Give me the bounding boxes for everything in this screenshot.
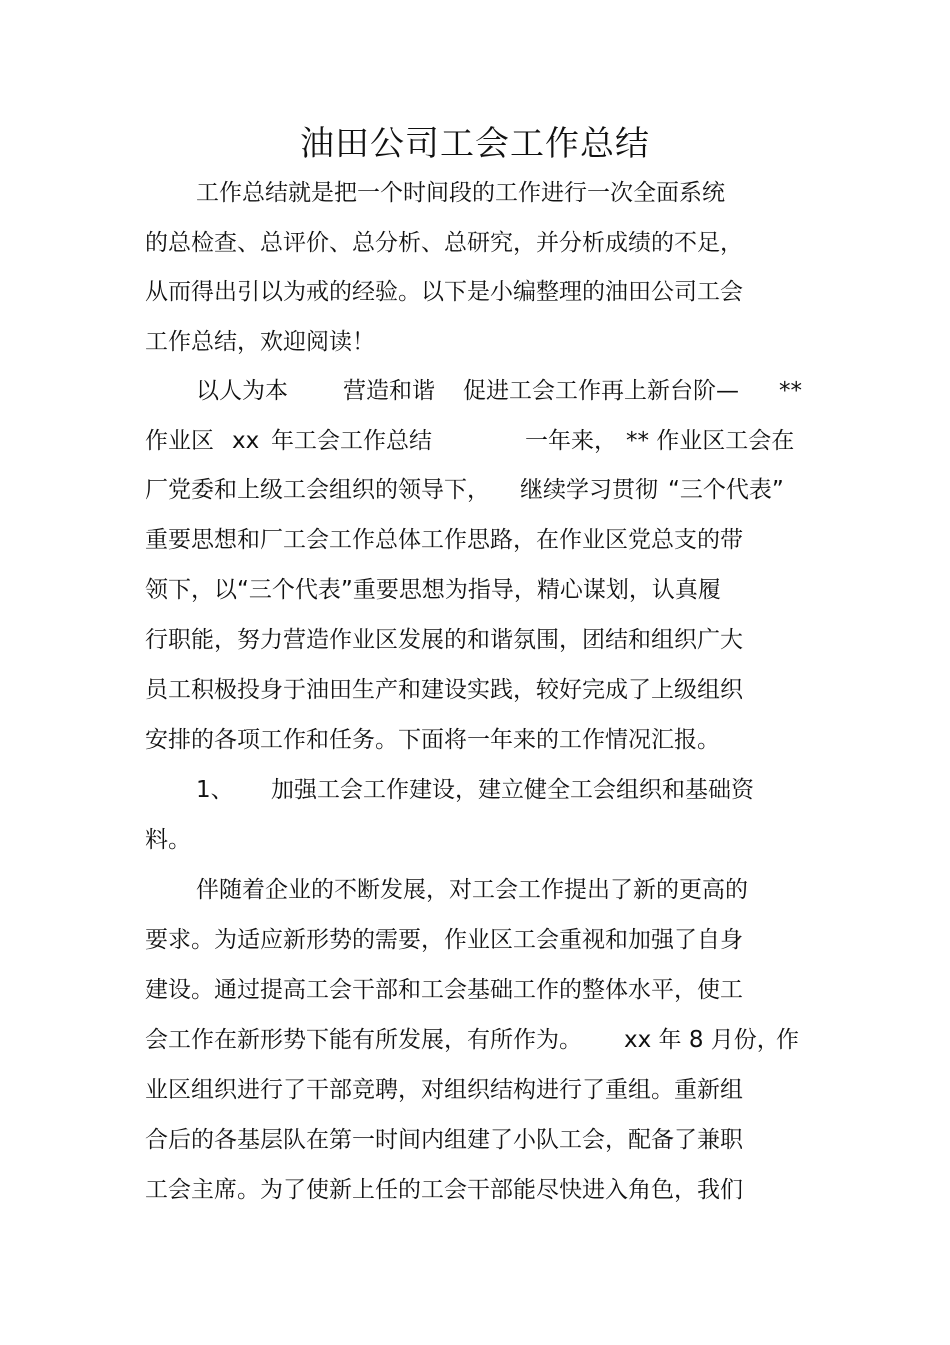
heading-part-4: ** [779, 378, 802, 404]
heading-part-1: 以人为本 [196, 378, 288, 404]
para2-line-6: 合后的各基层队在第一时间内组建了小队工会，配备了兼职 [145, 1127, 743, 1153]
para2-line-5: 业区组织进行了干部竞聘，对组织结构进行了重组。重新组 [145, 1077, 743, 1103]
heading2-part-5: ** 作业区工会在 [626, 428, 795, 454]
document-title: 油田公司工会工作总结 [300, 124, 650, 164]
section1-heading-cont: 料。 [145, 827, 191, 853]
para1-line-3: 领下，以“三个代表”重要思想为指导，精心谋划，认真履 [145, 577, 721, 603]
para1-row1-part-1: 厂党委和上级工会组织的领导下， [145, 477, 490, 503]
para2-line-3: 建设。通过提高工会干部和工会基础工作的整体水平，使工 [145, 977, 743, 1003]
para1-line-6: 安排的各项工作和任务。下面将一年来的工作情况汇报。 [145, 727, 720, 753]
para2-line-2: 要求。为适应新形势的需要，作业区工会重视和加强了自身 [145, 927, 743, 953]
para2-row4-part-3: 作 [776, 1027, 799, 1053]
para2-line-7: 工会主席。为了使新上任的工会干部能尽快进入角色，我们 [145, 1177, 743, 1203]
heading2-part-2: xx [232, 428, 260, 454]
para2-row4-part-1: 会工作在新形势下能有所发展，有所作为。 [145, 1027, 582, 1053]
intro-line-3: 从而得出引以为戒的经验。以下是小编整理的油田公司工会 [145, 279, 743, 305]
heading2-part-4: 一年来， [525, 428, 617, 454]
para2-line-1: 伴随着企业的不断发展，对工会工作提出了新的更高的 [196, 877, 748, 903]
para1-line-5: 员工积极投身于油田生产和建设实践，较好完成了上级组织 [145, 677, 743, 703]
intro-line-4: 工作总结，欢迎阅读！ [145, 329, 375, 355]
intro-line-2: 的总检查、总评价、总分析、总研究，并分析成绩的不足， [145, 230, 743, 256]
para1-line-2: 重要思想和厂工会工作总体工作思路，在作业区党总支的带 [145, 527, 743, 553]
heading2-part-3: 年工会工作总结 [271, 428, 432, 454]
intro-line-1: 工作总结就是把一个时间段的工作进行一次全面系统 [196, 180, 725, 206]
para1-line-4: 行职能，努力营造作业区发展的和谐氛围，团结和组织广大 [145, 627, 743, 653]
para1-row1-part-3: “三个代表” [668, 477, 784, 503]
heading2-part-1: 作业区 [145, 428, 214, 454]
para2-row4-part-2: xx 年 8 月份， [624, 1027, 780, 1053]
heading-part-3: 促进工会工作再上新台阶— [463, 378, 739, 404]
para1-row1-part-2: 继续学习贯彻 [520, 477, 658, 503]
section1-heading: 加强工会工作建设，建立健全工会组织和基础资 [271, 777, 754, 803]
heading-part-2: 营造和谐 [343, 378, 435, 404]
section1-number: 1、 [196, 777, 234, 803]
